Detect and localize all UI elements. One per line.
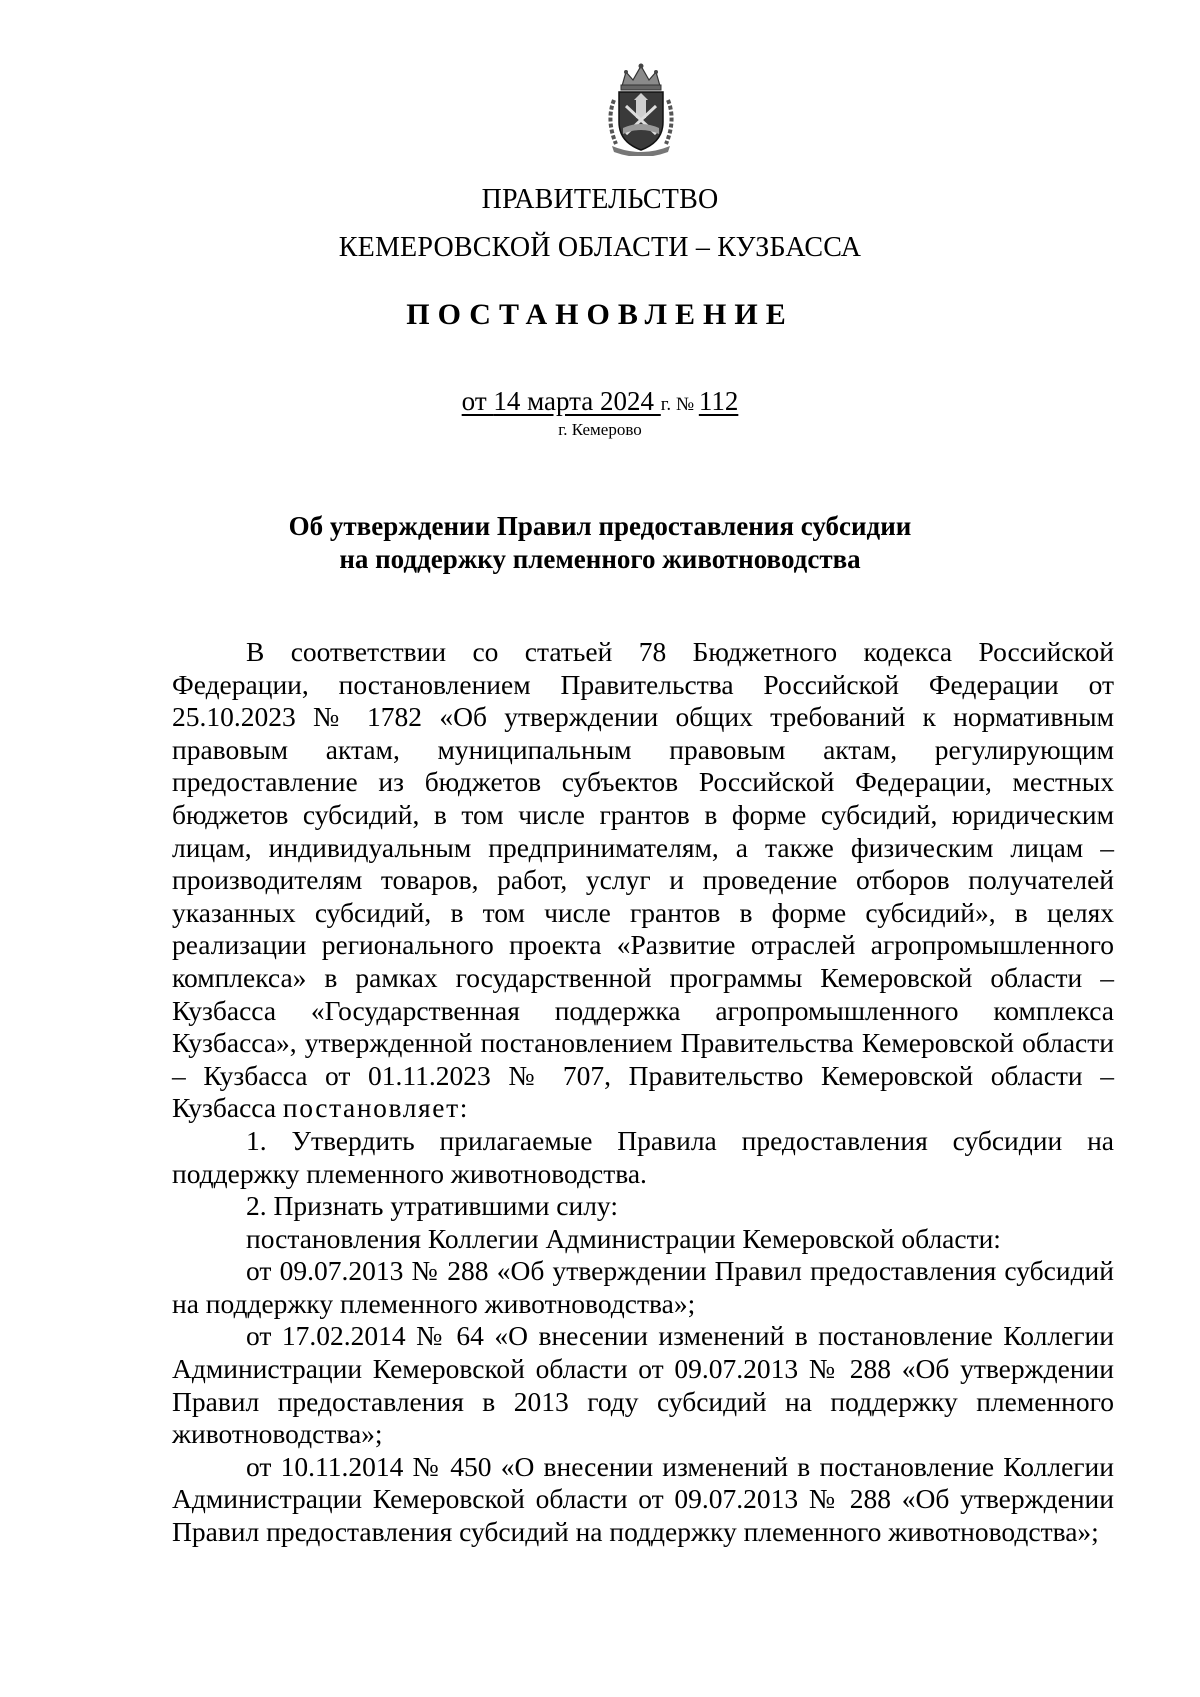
preamble-paragraph — [172, 636, 1114, 1125]
year-suffix: г. — [660, 394, 672, 415]
item-2-entry: от 09.07.2013 № 288 «Об утверждении Правил предоставления субсидий на поддержку племенного животноводства»; — [172, 1255, 1114, 1319]
org-name-line1: ПРАВИТЕЛЬСТВО — [481, 184, 719, 215]
document-title — [0, 510, 1200, 576]
resolves-word: постановляет — [282, 1092, 460, 1124]
resolves-colon: : — [459, 1092, 468, 1124]
kuzbass-coat-of-arms-icon — [602, 60, 680, 156]
title-line2: на поддержку племенного животноводства — [339, 544, 861, 574]
item-2-intro: постановления Коллегии Администрации Кемеровской области: — [246, 1222, 1001, 1254]
item-2-entry: от 10.11.2014 № 450 «О внесении изменений в постановление Коллегии Администрации Кемеровской области от 09.07.2013 № 288 «Об утверждении Правил предоставления субсидий на поддержку племенного животноводства»; — [172, 1450, 1114, 1548]
item-2-entry: от 17.02.2014 № 64 «О внесении изменений в постановление Коллегии Администрации Кемеровской области от 09.07.2013 № 288 «Об утверждении Правил предоставления в 2013 году субсидий на поддержку племенного животноводства»; — [172, 1320, 1114, 1450]
title-line1: Об утверждении Правил предоставления субсидии — [288, 511, 912, 541]
date-prefix: от — [461, 386, 494, 416]
document-number: 112 — [698, 386, 739, 416]
item-2: 2. Признать утратившими силу: — [246, 1190, 618, 1222]
date-number-line — [0, 386, 1200, 417]
number-sign: № — [671, 394, 699, 415]
document-body — [172, 636, 1114, 1549]
org-name-line2: КЕМЕРОВСКОЙ ОБЛАСТИ – КУЗБАССА — [338, 232, 862, 263]
item-1: 1. Утвердить прилагаемые Правила предоставления субсидии на поддержку племенного животноводства. — [172, 1124, 1114, 1189]
date-field — [462, 386, 661, 416]
date-value: 14 марта 2024 — [493, 386, 661, 416]
city-name: г. Кемерово — [558, 420, 642, 439]
preamble-text: В соответствии со статьей 78 Бюджетного кодекса Российской Федерации, постановлением Правительства Российской Федерации от 25.10.2023 № 1782 «Об утверждении общих требований к нормативным правовым актам, муниципальным правовым актам, регулирующим предоставление из бюджетов субъектов Российской Федерации, местных бюджетов субсидий, в том числе грантов в форме субсидий, юридическим лицам, индивидуальным предпринимателям, а также физическим лицам – производителям товаров, работ, услуг и проведение отборов получателей указанных субсидий, в том числе грантов в форме субсидий», в целях реализации регионального проекта «Развитие отраслей агропромышленного комплекса» в рамках государственной программы Кемеровской области – Кузбасса «Государственная поддержка агропромышленного комплекса Кузбасса», утвержденной постановлением Правительства Кемеровской области – Кузбасса от 01.11.2023 № 707, Правительство Кемеровской области – Кузбасса — [172, 636, 1114, 1124]
document-type-heading: ПОСТАНОВЛЕНИЕ — [406, 298, 794, 331]
